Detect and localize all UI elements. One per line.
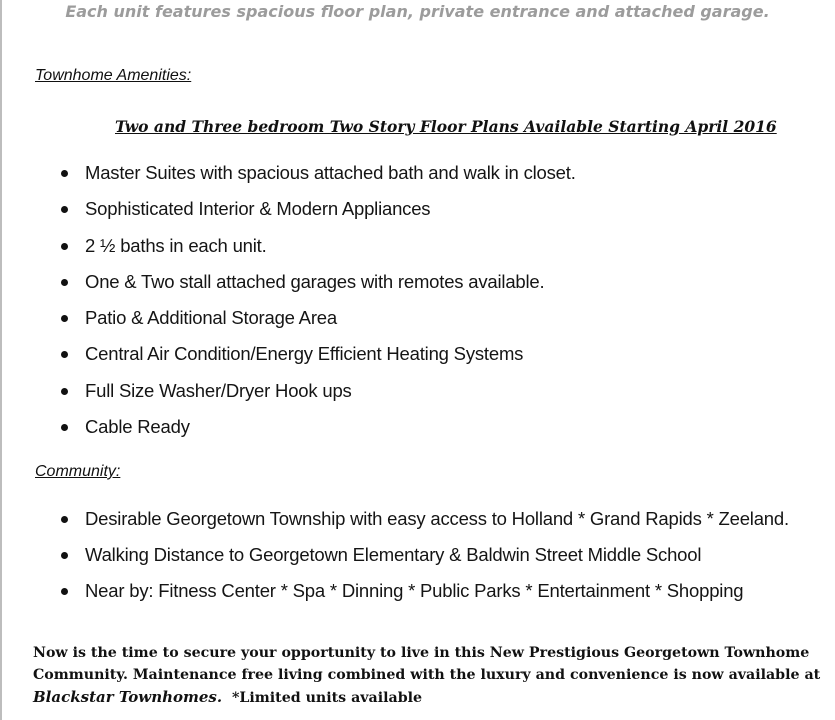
amenity-text: Sophisticated Interior & Modern Appliances bbox=[85, 198, 431, 220]
page-left-border bbox=[0, 0, 2, 720]
tagline: Each unit features spacious floor plan, private entrance and attached garage. bbox=[65, 2, 770, 21]
amenity-text: Patio & Additional Storage Area bbox=[85, 307, 337, 329]
community-text: Walking Distance to Georgetown Elementary & Baldwin Street Middle School bbox=[85, 544, 702, 565]
amenity-text: Master Suites with spacious attached bath and walk in closet. bbox=[85, 162, 576, 183]
amenity-text: Full Size Washer/Dryer Hook ups bbox=[85, 379, 352, 401]
bullet-icon bbox=[61, 170, 68, 177]
bullet-icon bbox=[61, 552, 68, 559]
closing-line-3 bbox=[33, 686, 833, 709]
bullet-icon bbox=[61, 516, 68, 523]
closing-line-1: Now is the time to secure your opportunity to live in this New Prestigious Georgetown Townhome bbox=[33, 645, 810, 661]
bullet-icon bbox=[61, 588, 68, 595]
amenities-heading: Townhome Amenities: bbox=[35, 67, 192, 84]
community-text: Near by: Fitness Center * Spa * Dinning * Public Parks * Entertainment * Shopping bbox=[85, 580, 744, 601]
community-heading: Community: bbox=[35, 463, 121, 480]
limited-units-note: *Limited units available bbox=[222, 690, 423, 706]
bullet-icon bbox=[61, 243, 68, 250]
bullet-icon bbox=[61, 351, 68, 358]
floorplan-banner: Two and Three bedroom Two Story Floor Plans Available Starting April 2016 bbox=[115, 117, 777, 136]
closing-paragraph bbox=[33, 642, 833, 709]
bullet-icon bbox=[61, 388, 68, 395]
bullet-icon bbox=[61, 206, 68, 213]
brand-name: Blackstar Townhomes. bbox=[33, 688, 223, 706]
closing-line-2: Community. Maintenance free living combined with the luxury and convenience is now available at bbox=[33, 667, 821, 683]
community-text: Desirable Georgetown Township with easy access to Holland * Grand Rapids * Zeeland. bbox=[85, 508, 789, 529]
amenity-text: One & Two stall attached garages with remotes available. bbox=[85, 270, 545, 292]
bullet-icon bbox=[61, 424, 68, 431]
bullet-icon bbox=[61, 315, 68, 322]
bullet-icon bbox=[61, 279, 68, 286]
amenity-text: Cable Ready bbox=[85, 416, 190, 438]
amenity-text: 2 ½ baths in each unit. bbox=[85, 234, 267, 256]
amenity-text: Central Air Condition/Energy Efficient Heating Systems bbox=[85, 343, 524, 365]
